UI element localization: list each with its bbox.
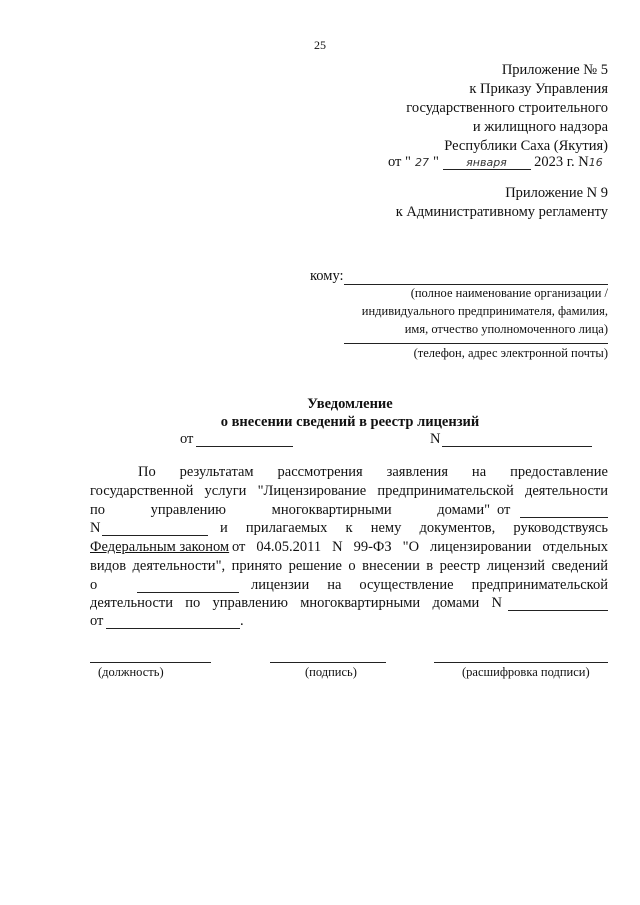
- handwritten-number: 16: [588, 156, 603, 169]
- order-line: к Приказу Управления: [469, 81, 608, 97]
- position-line: [90, 662, 211, 663]
- body-line-2: государственной услуги "Лицензирование предпринимательской деятельности: [90, 483, 608, 499]
- page-number: 25: [314, 38, 326, 52]
- addressee-line: [344, 284, 608, 285]
- notice-title: Уведомление: [307, 396, 393, 412]
- body-line-5: от 04.05.2011 N 99-ФЗ "О лицензировании отдельных: [232, 539, 608, 555]
- body-line-1: По результатам рассмотрения заявления на предоставление: [138, 464, 608, 480]
- notice-subtitle: о внесении сведений в реестр лицензий: [220, 414, 480, 430]
- order-date-line: от " 27 " января 2023 г. N16: [388, 154, 603, 170]
- body-line-7-o: о: [90, 577, 98, 593]
- handwritten-day: 27: [414, 156, 429, 169]
- license-date-field: [106, 628, 240, 629]
- notice-number-label: N: [430, 431, 441, 447]
- application-date-field: [520, 517, 608, 518]
- body-line-6: видов деятельности", принято решение о внесении в реестр лицензий сведений: [90, 558, 608, 574]
- authority-line-2: и жилищного надзора: [472, 119, 608, 135]
- notice-date-field: [196, 446, 293, 447]
- authority-line-3: Республики Саха (Якутия): [444, 138, 608, 154]
- body-line-4-n: N: [90, 520, 101, 536]
- body-line-3-from: от: [497, 502, 511, 518]
- license-info-field: [137, 592, 239, 593]
- addressee-hint-2: индивидуального предпринимателя, фамилия,: [361, 304, 608, 318]
- addressee-hint-1: (полное наименование организации /: [410, 286, 608, 300]
- body-line-9-from: от: [90, 613, 104, 629]
- body-line-4: и прилагаемых к нему документов, руководствуясь: [220, 520, 608, 536]
- addressee-label: кому:: [310, 268, 344, 284]
- application-number-field: [102, 535, 208, 536]
- appendix-9-heading: Приложение N 9: [505, 185, 608, 201]
- notice-from-label: от: [180, 431, 194, 447]
- body-line-8: деятельности по управлению многоквартирными домами N: [90, 595, 502, 611]
- body-line-9-period: .: [240, 613, 244, 629]
- signature-label: (подпись): [305, 665, 357, 679]
- handwritten-month: января: [443, 156, 531, 170]
- decoding-line: [434, 662, 608, 663]
- notice-number-field: [442, 446, 592, 447]
- addressee-hint-3: имя, отчество уполномоченного лица): [404, 322, 608, 336]
- license-number-field: [508, 610, 608, 611]
- decoding-label: (расшифровка подписи): [462, 665, 590, 679]
- authority-line-1: государственного строительного: [406, 100, 608, 116]
- contact-line: [344, 343, 608, 344]
- body-line-7: лицензии на осуществление предпринимательской: [251, 577, 608, 593]
- reglament-line: к Административному регламенту: [395, 204, 608, 220]
- signature-line: [270, 662, 386, 663]
- addressee-hint-4: (телефон, адрес электронной почты): [413, 346, 608, 360]
- body-line-3: по управлению многоквартирными домами": [90, 502, 490, 518]
- position-label: (должность): [98, 665, 164, 679]
- appendix-5-heading: Приложение № 5: [501, 62, 608, 78]
- federal-law-link[interactable]: Федеральным законом: [90, 539, 230, 555]
